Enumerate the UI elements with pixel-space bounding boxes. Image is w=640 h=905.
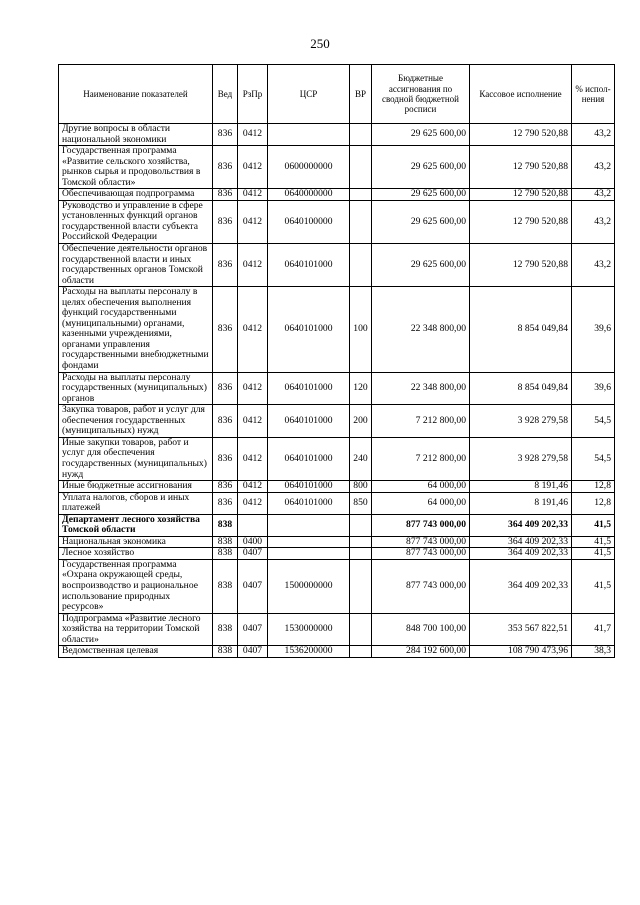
cell-cash: 8 191,46 xyxy=(470,492,572,514)
cell-rzpr: 0412 xyxy=(238,244,268,287)
cell-pct: 12,8 xyxy=(572,492,615,514)
budget-execution-table xyxy=(58,64,615,658)
cell-name: Расходы на выплаты персоналу государственных (муниципальных) органов xyxy=(59,372,213,405)
cell-rzpr: 0412 xyxy=(238,200,268,243)
cell-rzpr xyxy=(238,514,268,536)
cell-cash: 364 409 202,33 xyxy=(470,548,572,560)
cell-ved: 836 xyxy=(213,437,238,480)
cell-rzpr: 0412 xyxy=(238,481,268,493)
header-rzpr: РзПр xyxy=(238,65,268,124)
cell-cash: 12 790 520,88 xyxy=(470,200,572,243)
cell-ved: 836 xyxy=(213,287,238,372)
cell-name: Уплата налогов, сборов и иных платежей xyxy=(59,492,213,514)
cell-budget: 29 625 600,00 xyxy=(372,146,470,189)
cell-csr xyxy=(268,536,350,548)
cell-vr xyxy=(350,536,372,548)
cell-budget: 877 743 000,00 xyxy=(372,514,470,536)
table-row xyxy=(59,437,615,480)
cell-vr xyxy=(350,559,372,613)
cell-name: Другие вопросы в области национальной экономики xyxy=(59,124,213,146)
table-row xyxy=(59,514,615,536)
cell-pct: 12,8 xyxy=(572,481,615,493)
cell-rzpr: 0407 xyxy=(238,646,268,658)
cell-rzpr: 0407 xyxy=(238,559,268,613)
cell-vr xyxy=(350,514,372,536)
cell-name: Подпрограмма «Развитие лесного хозяйства на территории Томской области» xyxy=(59,613,213,646)
cell-csr: 0640101000 xyxy=(268,372,350,405)
cell-budget: 284 192 600,00 xyxy=(372,646,470,658)
cell-pct: 41,7 xyxy=(572,613,615,646)
cell-vr xyxy=(350,200,372,243)
table-header-row xyxy=(59,65,615,124)
cell-pct: 54,5 xyxy=(572,405,615,438)
cell-name: Лесное хозяйство xyxy=(59,548,213,560)
cell-rzpr: 0412 xyxy=(238,492,268,514)
cell-vr: 100 xyxy=(350,287,372,372)
cell-budget: 7 212 800,00 xyxy=(372,437,470,480)
table-row xyxy=(59,492,615,514)
cell-csr: 0640101000 xyxy=(268,437,350,480)
cell-name: Иные бюджетные ассигнования xyxy=(59,481,213,493)
cell-name: Руководство и управление в сфере установленных функций органов государственной власти субъекта Российской Федерации xyxy=(59,200,213,243)
cell-csr xyxy=(268,548,350,560)
cell-cash: 364 409 202,33 xyxy=(470,559,572,613)
table-row xyxy=(59,548,615,560)
cell-rzpr: 0400 xyxy=(238,536,268,548)
cell-ved: 836 xyxy=(213,481,238,493)
cell-name: Департамент лесного хозяйства Томской области xyxy=(59,514,213,536)
cell-pct: 39,6 xyxy=(572,287,615,372)
cell-rzpr: 0412 xyxy=(238,146,268,189)
cell-cash: 3 928 279,58 xyxy=(470,437,572,480)
cell-vr: 850 xyxy=(350,492,372,514)
cell-budget: 848 700 100,00 xyxy=(372,613,470,646)
cell-pct: 41,5 xyxy=(572,548,615,560)
cell-cash: 12 790 520,88 xyxy=(470,146,572,189)
table-row xyxy=(59,287,615,372)
cell-ved: 836 xyxy=(213,244,238,287)
table-row xyxy=(59,559,615,613)
cell-csr: 0640101000 xyxy=(268,492,350,514)
table-body xyxy=(59,124,615,658)
cell-pct: 39,6 xyxy=(572,372,615,405)
cell-name: Расходы на выплаты персоналу в целях обеспечения выполнения функций государственными (муниципальными) органами, казенными учреждениями, органами управления государственными внебюджетными фондами xyxy=(59,287,213,372)
cell-cash: 364 409 202,33 xyxy=(470,514,572,536)
cell-vr xyxy=(350,548,372,560)
cell-cash: 3 928 279,58 xyxy=(470,405,572,438)
cell-csr xyxy=(268,124,350,146)
cell-ved: 836 xyxy=(213,405,238,438)
cell-ved: 836 xyxy=(213,492,238,514)
cell-budget: 7 212 800,00 xyxy=(372,405,470,438)
table-row xyxy=(59,124,615,146)
cell-csr: 1530000000 xyxy=(268,613,350,646)
cell-rzpr: 0412 xyxy=(238,405,268,438)
cell-ved: 838 xyxy=(213,536,238,548)
cell-pct: 43,2 xyxy=(572,189,615,201)
cell-ved: 838 xyxy=(213,613,238,646)
cell-ved: 838 xyxy=(213,646,238,658)
cell-cash: 364 409 202,33 xyxy=(470,536,572,548)
cell-cash: 12 790 520,88 xyxy=(470,189,572,201)
cell-csr: 0640101000 xyxy=(268,405,350,438)
cell-csr: 1500000000 xyxy=(268,559,350,613)
cell-ved: 838 xyxy=(213,514,238,536)
cell-cash: 8 854 049,84 xyxy=(470,287,572,372)
cell-pct: 43,2 xyxy=(572,244,615,287)
cell-pct: 41,5 xyxy=(572,536,615,548)
cell-name: Ведомственная целевая xyxy=(59,646,213,658)
cell-name: Национальная экономика xyxy=(59,536,213,548)
cell-budget: 22 348 800,00 xyxy=(372,287,470,372)
cell-name: Иные закупки товаров, работ и услуг для обеспечения государственных (муниципальных) нужд xyxy=(59,437,213,480)
cell-cash: 108 790 473,96 xyxy=(470,646,572,658)
cell-ved: 836 xyxy=(213,200,238,243)
cell-rzpr: 0412 xyxy=(238,189,268,201)
cell-vr xyxy=(350,146,372,189)
cell-csr: 0640101000 xyxy=(268,287,350,372)
cell-pct: 43,2 xyxy=(572,124,615,146)
cell-vr: 120 xyxy=(350,372,372,405)
cell-cash: 353 567 822,51 xyxy=(470,613,572,646)
cell-csr: 0600000000 xyxy=(268,146,350,189)
cell-csr: 1536200000 xyxy=(268,646,350,658)
cell-pct: 43,2 xyxy=(572,146,615,189)
cell-csr: 0640101000 xyxy=(268,481,350,493)
table-row xyxy=(59,244,615,287)
cell-vr: 800 xyxy=(350,481,372,493)
cell-pct: 41,5 xyxy=(572,559,615,613)
cell-ved: 836 xyxy=(213,189,238,201)
cell-rzpr: 0412 xyxy=(238,287,268,372)
header-ved: Вед xyxy=(213,65,238,124)
cell-vr: 240 xyxy=(350,437,372,480)
table-row xyxy=(59,613,615,646)
table-row xyxy=(59,405,615,438)
cell-pct: 54,5 xyxy=(572,437,615,480)
header-pct: % испол-нения xyxy=(572,65,615,124)
cell-rzpr: 0412 xyxy=(238,124,268,146)
cell-csr xyxy=(268,514,350,536)
table-row xyxy=(59,372,615,405)
header-budget: Бюджетные ассигнования по сводной бюджетной росписи xyxy=(372,65,470,124)
header-vr: ВР xyxy=(350,65,372,124)
cell-budget: 29 625 600,00 xyxy=(372,200,470,243)
cell-ved: 836 xyxy=(213,124,238,146)
cell-name: Обеспечивающая подпрограмма xyxy=(59,189,213,201)
cell-csr: 0640000000 xyxy=(268,189,350,201)
cell-cash: 12 790 520,88 xyxy=(470,244,572,287)
header-csr: ЦСР xyxy=(268,65,350,124)
cell-cash: 8 191,46 xyxy=(470,481,572,493)
cell-name: Государственная программа «Развитие сельского хозяйства, рынков сырья и продовольствия в Томской области» xyxy=(59,146,213,189)
cell-budget: 29 625 600,00 xyxy=(372,124,470,146)
cell-budget: 22 348 800,00 xyxy=(372,372,470,405)
cell-rzpr: 0407 xyxy=(238,613,268,646)
cell-vr xyxy=(350,613,372,646)
cell-csr: 0640101000 xyxy=(268,244,350,287)
cell-vr xyxy=(350,189,372,201)
cell-ved: 836 xyxy=(213,146,238,189)
cell-rzpr: 0412 xyxy=(238,437,268,480)
cell-vr xyxy=(350,646,372,658)
cell-vr xyxy=(350,244,372,287)
header-cash: Кассовое исполнение xyxy=(470,65,572,124)
cell-pct: 41,5 xyxy=(572,514,615,536)
cell-name: Обеспечение деятельности органов государственной власти и иных государственных органов Томской области xyxy=(59,244,213,287)
table-row xyxy=(59,200,615,243)
table-row xyxy=(59,646,615,658)
cell-pct: 38,3 xyxy=(572,646,615,658)
cell-cash: 12 790 520,88 xyxy=(470,124,572,146)
cell-budget: 29 625 600,00 xyxy=(372,189,470,201)
cell-ved: 838 xyxy=(213,548,238,560)
cell-budget: 64 000,00 xyxy=(372,481,470,493)
page-number: 250 xyxy=(310,36,330,51)
table-row xyxy=(59,146,615,189)
cell-budget: 877 743 000,00 xyxy=(372,548,470,560)
cell-cash: 8 854 049,84 xyxy=(470,372,572,405)
cell-csr: 0640100000 xyxy=(268,200,350,243)
header-name: Наименование показателей xyxy=(59,65,213,124)
cell-vr xyxy=(350,124,372,146)
table-row xyxy=(59,536,615,548)
cell-pct: 43,2 xyxy=(572,200,615,243)
table-row xyxy=(59,189,615,201)
cell-rzpr: 0407 xyxy=(238,548,268,560)
cell-budget: 877 743 000,00 xyxy=(372,559,470,613)
cell-ved: 838 xyxy=(213,559,238,613)
cell-budget: 877 743 000,00 xyxy=(372,536,470,548)
cell-ved: 836 xyxy=(213,372,238,405)
cell-name: Закупка товаров, работ и услуг для обеспечения государственных (муниципальных) нужд xyxy=(59,405,213,438)
table-row xyxy=(59,481,615,493)
cell-vr: 200 xyxy=(350,405,372,438)
cell-budget: 29 625 600,00 xyxy=(372,244,470,287)
cell-rzpr: 0412 xyxy=(238,372,268,405)
cell-budget: 64 000,00 xyxy=(372,492,470,514)
cell-name: Государственная программа «Охрана окружающей среды, воспроизводство и рациональное использование природных ресурсов» xyxy=(59,559,213,613)
